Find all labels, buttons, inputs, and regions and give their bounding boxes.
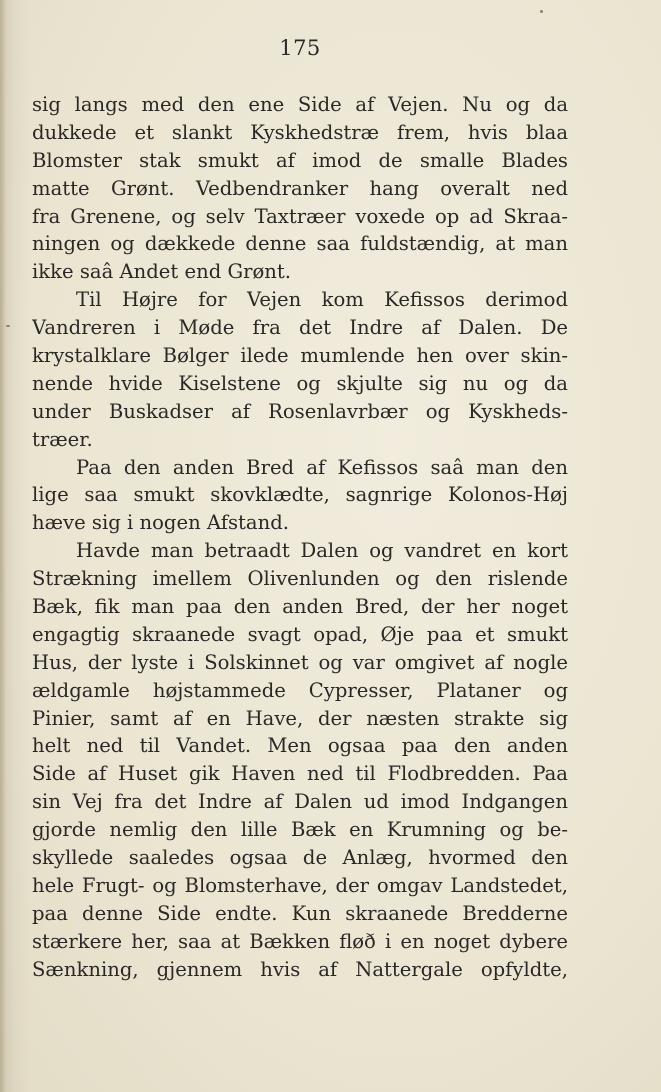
text-line: under Buskadser af Rosenlavrbær og Kyskheds- [32,399,568,423]
text-line: gjorde nemlig den lille Bæk en Krumning og be- [32,818,568,842]
text-line: lige saa smukt skovklædte, sagnrige Kolonos-Høj [32,483,568,507]
text-line: Paa den anden Bred af Kefissos saâ man den [76,455,568,479]
text-line: hele Frugt- og Blomsterhave, der omgav Landstedet, [32,873,568,897]
text-line: matte Grønt. Vedbendranker hang overalt ned [32,176,568,200]
body-text [32,91,568,984]
paper-speck [540,10,543,13]
text-line: ningen og dækkede denne saa fuldstændig, at man [32,232,568,256]
paper-speck [6,325,10,327]
page-number: 175 [279,36,321,60]
text-line: engagtig skraanede svagt opad, Øje paa et smukt [32,622,568,646]
text-line: Til Højre for Vejen kom Kefissos derimod [76,288,568,312]
text-line: skyllede saaledes ogsaa de Anlæg, hvormed den [32,846,568,870]
text-line: stærkere her, saa at Bækken fløð i en noget dybere [32,929,568,953]
text-line: Bæk, fik man paa den anden Bred, der her noget [32,595,568,619]
text-line: krystalklare Bølger ilede mumlende hen over skin- [32,344,568,368]
text-line: dukkede et slankt Kyskhedstræ frem, hvis blaa [32,120,568,144]
text-line: sin Vej fra det Indre af Dalen ud imod Indgangen [32,790,568,814]
text-line: helt ned til Vandet. Men ogsaa paa den anden [32,734,568,758]
text-line: Blomster stak smukt af imod de smalle Blades [32,148,568,172]
text-line: ikke saâ Andet end Grønt. [32,260,292,284]
text-line: sig langs med den ene Side af Vejen. Nu og da [32,93,568,116]
text-line: Hus, der lyste i Solskinnet og var omgivet af nogle [32,650,568,674]
page-binding-shadow [0,0,6,1092]
text-line: Sænkning, gjennem hvis af Nattergale opfyldte, [32,957,568,981]
text-line: fra Grenene, og selv Taxtræer voxede op ad Skraa- [32,204,568,228]
text-line: hæve sig i nogen Afstand. [32,511,289,535]
text-line: Vandreren i Møde fra det Indre af Dalen. De [32,316,568,340]
text-line: paa denne Side endte. Kun skraanede Bredderne [32,901,568,925]
text-line: nende hvide Kiselstene og skjulte sig nu og da [32,371,568,395]
text-line: Havde man betraadt Dalen og vandret en kort [76,539,568,563]
text-line: ældgamle højstammede Cypresser, Plataner og [32,678,568,702]
text-line: træer. [32,427,93,451]
text-line: Pinier, samt af en Have, der næsten strakte sig [32,706,568,730]
text-line: Side af Huset gik Haven ned til Flodbredden. Paa [32,762,568,786]
text-line: Strækning imellem Olivenlunden og den rislende [32,567,568,591]
